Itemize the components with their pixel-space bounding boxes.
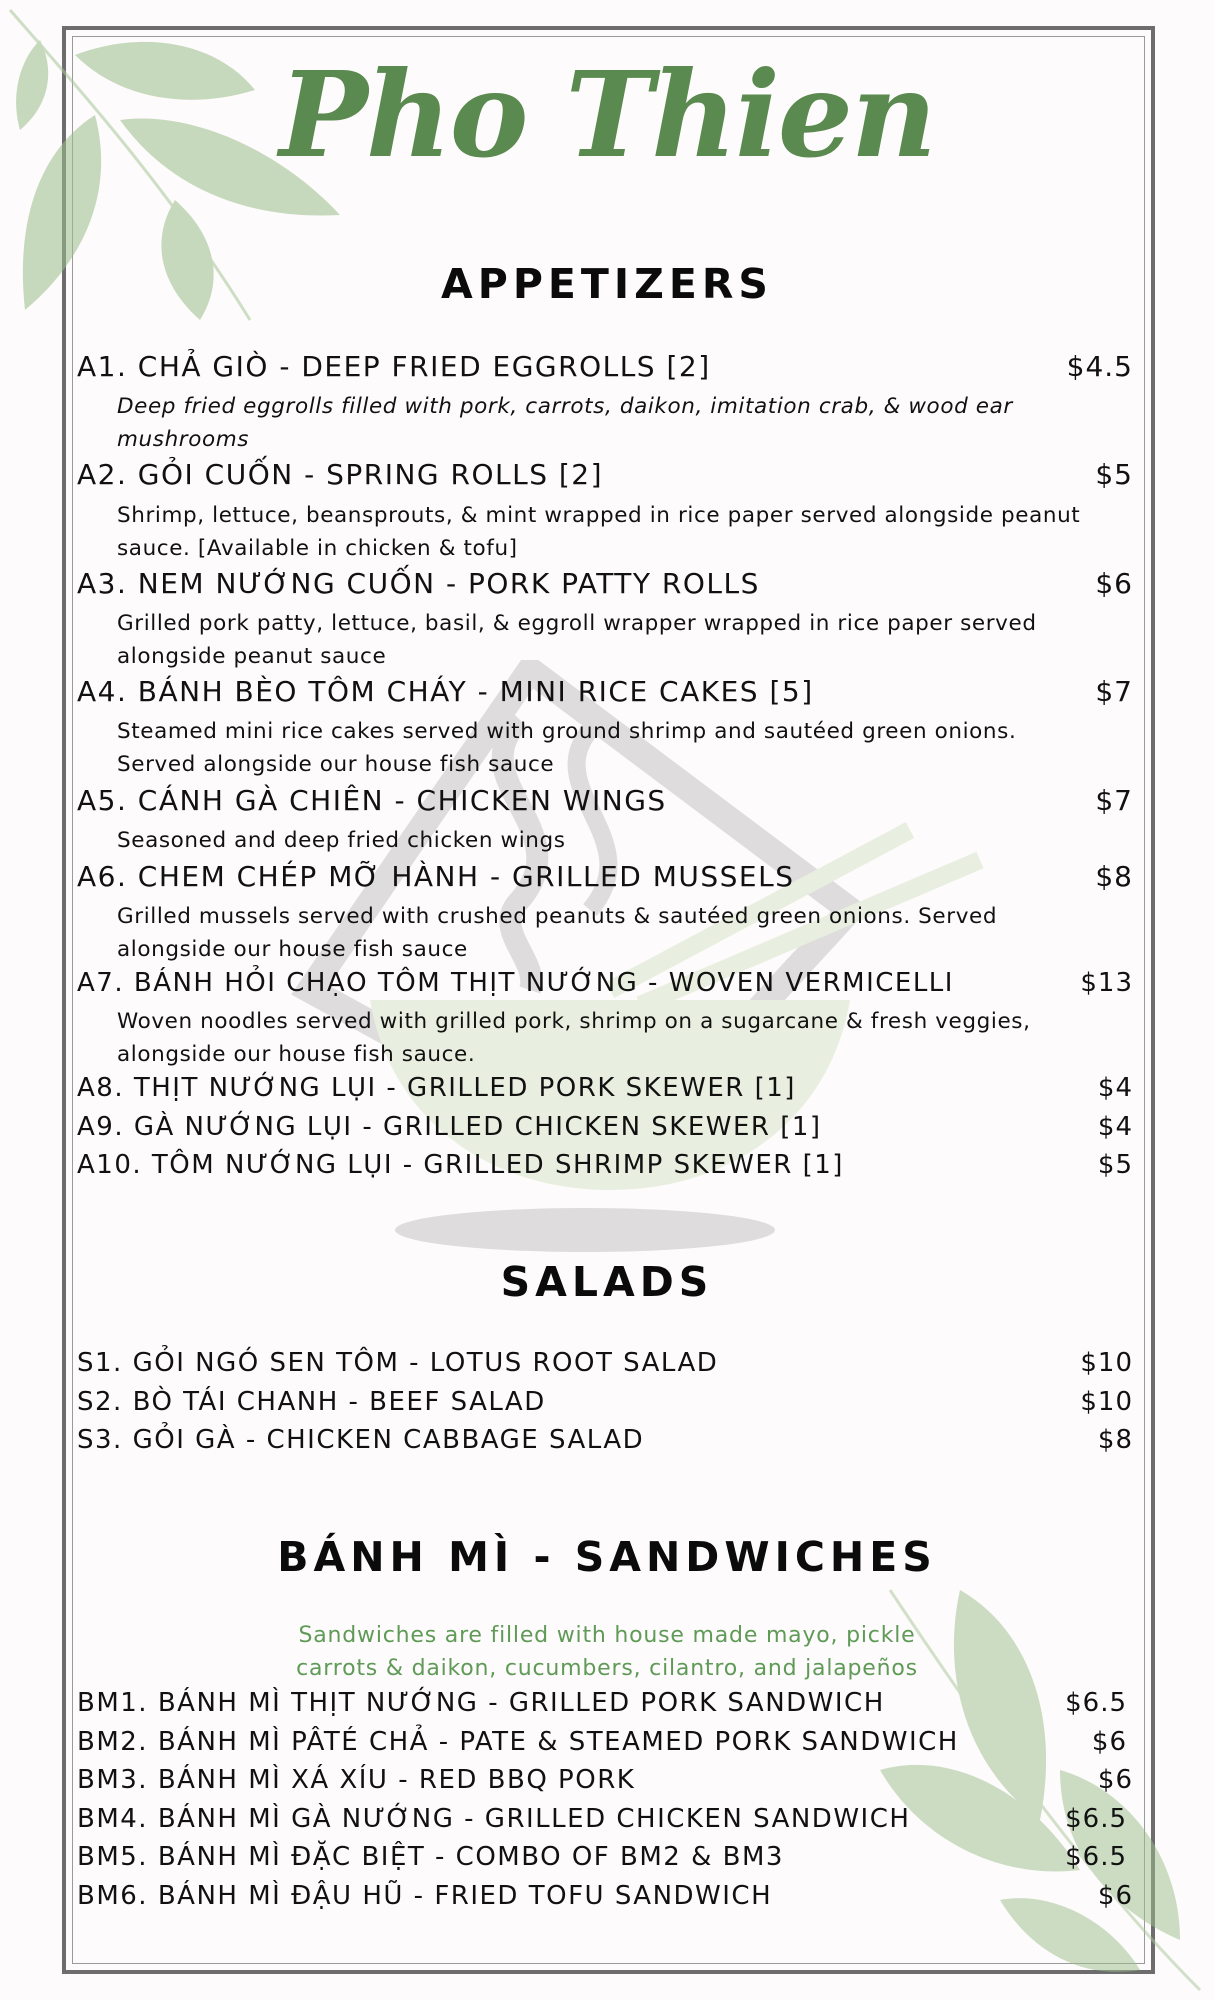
menu-item — [77, 1387, 1133, 1427]
item-description: Shrimp, lettuce, beansprouts, & mint wrapped in rice paper served alongside peanut sauce. [Available in chicken & tofu] — [117, 503, 1081, 561]
item-description: Grilled mussels served with crushed peanuts & sautéed green onions. Served alongside our house fish sauce — [117, 904, 998, 962]
item-price: $10 — [1080, 1387, 1133, 1417]
item-price: $6 — [1095, 567, 1133, 600]
menu-item — [77, 1881, 1133, 1921]
menu-item — [77, 784, 1133, 824]
menu-item — [77, 567, 1133, 607]
item-name: A4. BÁNH BÈO TÔM CHÁY - MINI RICE CAKES [5] — [77, 675, 814, 708]
item-name: BM4. BÁNH MÌ GÀ NƯỚNG - GRILLED CHICKEN SANDWICH — [77, 1804, 911, 1834]
sandwiches-heading: BÁNH MÌ - SANDWICHES — [277, 1533, 937, 1581]
menu-item — [77, 968, 1133, 1008]
restaurant-title: Pho Thien — [279, 45, 935, 184]
item-price: $8 — [1095, 860, 1133, 893]
menu-item — [77, 1150, 1133, 1190]
item-price: $6 — [1091, 1727, 1127, 1757]
menu-item — [77, 1804, 1133, 1844]
item-price: $7 — [1095, 675, 1133, 708]
menu-item — [77, 1688, 1133, 1728]
item-description: Grilled pork patty, lettuce, basil, & eggroll wrapper wrapped in rice paper served alongside peanut sauce — [117, 611, 1037, 669]
item-name: BM1. BÁNH MÌ THỊT NƯỚNG - GRILLED PORK SANDWICH — [77, 1688, 885, 1718]
item-description: Steamed mini rice cakes served with ground shrimp and sautéed green onions. Served alongside our house fish sauce — [117, 719, 1017, 777]
appetizers-heading: APPETIZERS — [441, 260, 773, 308]
item-description: Woven noodles served with grilled pork, shrimp on a sugarcane & fresh veggies, alongside our house fish sauce. — [117, 1009, 1031, 1067]
item-price: $13 — [1080, 968, 1133, 998]
sandwiches-note: Sandwiches are filled with house made mayo, pickle carrots & daikon, cucumbers, cilantro, and jalapeños — [296, 1623, 918, 1681]
item-price: $6 — [1097, 1765, 1133, 1795]
item-name: BM3. BÁNH MÌ XÁ XÍU - RED BBQ PORK — [77, 1765, 636, 1795]
item-price: $6 — [1097, 1881, 1133, 1911]
item-price: $7 — [1095, 784, 1133, 817]
menu-item — [77, 860, 1133, 900]
menu-item — [77, 675, 1133, 715]
item-name: BM2. BÁNH MÌ PÂTÉ CHẢ - PATE & STEAMED PORK SANDWICH — [77, 1727, 959, 1757]
item-price: $8 — [1097, 1425, 1133, 1455]
menu-item — [77, 1112, 1133, 1152]
menu-item — [77, 1073, 1133, 1113]
menu-item — [77, 1765, 1133, 1805]
menu-item — [77, 1727, 1133, 1767]
item-price: $6.5 — [1065, 1804, 1127, 1834]
item-price: $5 — [1095, 458, 1133, 491]
menu-item — [77, 1348, 1133, 1388]
item-name: A2. GỎI CUỐN - SPRING ROLLS [2] — [77, 458, 604, 491]
item-price: $6.5 — [1065, 1688, 1127, 1718]
item-description: Deep fried eggrolls filled with pork, carrots, daikon, imitation crab, & wood ear mushrooms — [117, 394, 1013, 452]
menu-item — [77, 1842, 1133, 1882]
menu-item — [77, 458, 1133, 498]
item-name: S3. GỎI GÀ - CHICKEN CABBAGE SALAD — [77, 1425, 645, 1455]
item-description: Seasoned and deep fried chicken wings — [117, 828, 566, 853]
item-name: S2. BÒ TÁI CHANH - BEEF SALAD — [77, 1387, 546, 1417]
item-name: A8. THỊT NƯỚNG LỤI - GRILLED PORK SKEWER [1] — [77, 1073, 796, 1103]
item-name: A5. CÁNH GÀ CHIÊN - CHICKEN WINGS — [77, 784, 667, 817]
item-name: BM5. BÁNH MÌ ĐẶC BIỆT - COMBO OF BM2 & BM3 — [77, 1842, 784, 1872]
item-name: A6. CHEM CHÉP MỠ HÀNH - GRILLED MUSSELS — [77, 860, 795, 893]
item-name: A1. CHẢ GIÒ - DEEP FRIED EGGROLLS [2] — [77, 350, 711, 383]
menu-item — [77, 350, 1133, 390]
item-price: $4 — [1097, 1073, 1133, 1103]
item-price: $4 — [1097, 1112, 1133, 1142]
item-price: $10 — [1080, 1348, 1133, 1378]
salads-heading: SALADS — [500, 1258, 714, 1306]
item-price: $6.5 — [1065, 1842, 1127, 1872]
item-name: A3. NEM NƯỚNG CUỐN - PORK PATTY ROLLS — [77, 567, 760, 600]
item-name: S1. GỎI NGÓ SEN TÔM - LOTUS ROOT SALAD — [77, 1348, 719, 1378]
item-name: A7. BÁNH HỎI CHẠO TÔM THỊT NƯỚNG - WOVEN VERMICELLI — [77, 968, 954, 998]
item-price: $5 — [1097, 1150, 1133, 1180]
item-price: $4.5 — [1066, 350, 1133, 383]
item-name: A9. GÀ NƯỚNG LỤI - GRILLED CHICKEN SKEWER [1] — [77, 1112, 822, 1142]
item-name: A10. TÔM NƯỚNG LỤI - GRILLED SHRIMP SKEWER [1] — [77, 1150, 844, 1180]
item-name: BM6. BÁNH MÌ ĐẬU HŨ - FRIED TOFU SANDWICH — [77, 1881, 773, 1911]
menu-item — [77, 1425, 1133, 1465]
